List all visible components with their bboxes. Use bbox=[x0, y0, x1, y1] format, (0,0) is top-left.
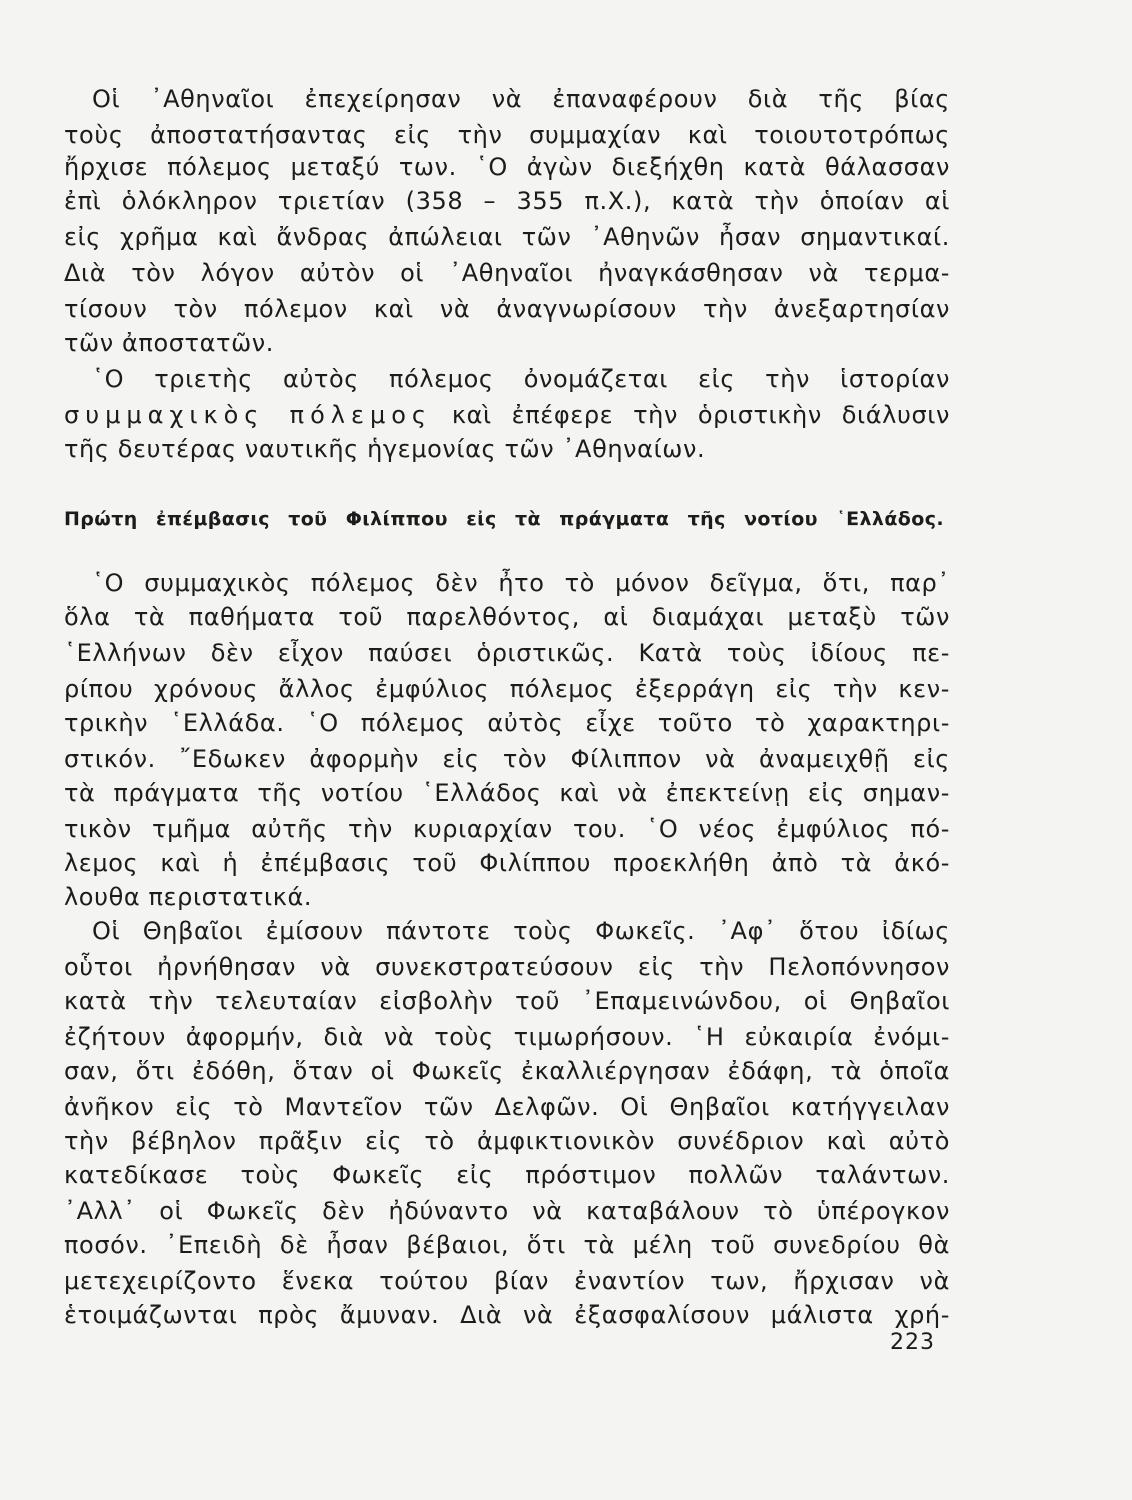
paragraph-1-line-3: ἤρχισε πόλεμος μεταξύ των. ῾Ο ἀγὼν διεξήχθη κατὰ θάλασσαν bbox=[64, 153, 950, 181]
paragraph-4-line-4: ἐζήτουν ἀφορμήν, διὰ νὰ τοὺς τιμωρήσουν. ῾Η εὐκαιρία ἐνόμι- bbox=[64, 1023, 950, 1051]
paragraph-3-line-10: λουθα περιστατικά. bbox=[64, 883, 313, 911]
paragraph-4-line-12: ἑτοιμάζωνται πρὸς ἄμυναν. Διὰ νὰ ἐξασφαλίσουν μάλιστα χρή- bbox=[64, 1301, 950, 1329]
paragraph-3-line-2: ὅλα τὰ παθήματα τοῦ παρελθόντος, αἱ διαμάχαι μεταξὺ τῶν bbox=[64, 603, 950, 631]
paragraph-3-line-3: ῾Ελλήνων δὲν εἶχον παύσει ὁριστικῶς. Κατὰ τοὺς ἰδίους πε- bbox=[64, 639, 950, 667]
paragraph-4-line-9: ᾿Αλλ᾿ οἱ Φωκεῖς δὲν ἠδύναντο νὰ καταβάλουν τὸ ὑπέρογκον bbox=[64, 1197, 950, 1225]
paragraph-4-line-2: οὗτοι ἠρνήθησαν νὰ συνεκστρατεύσουν εἰς τὴν Πελοπόννησον bbox=[64, 953, 950, 981]
paragraph-4-line-8: κατεδίκασε τοὺς Φωκεῖς εἰς πρόστιμον πολλῶν ταλάντων. bbox=[64, 1161, 950, 1189]
section-heading: Πρώτη ἐπέμβασις τοῦ Φιλίππου εἰς τὰ πράγματα τῆς νοτίου ῾Ελλάδος. bbox=[64, 508, 944, 530]
paragraph-1-line-7: τίσουν τὸν πόλεμον καὶ νὰ ἀναγνωρίσουν τὴν ἀνεξαρτησίαν bbox=[64, 295, 950, 323]
paragraph-3-line-4: ρίπου χρόνους ἄλλος ἐμφύλιος πόλεμος ἐξερράγη εἰς τὴν κεν- bbox=[64, 675, 950, 703]
paragraph-1-line-4: ἐπὶ ὁλόκληρον τριετίαν (358 – 355 π.Χ.), κατὰ τὴν ὁποίαν αἱ bbox=[64, 187, 950, 215]
paragraph-4-line-3: κατὰ τὴν τελευταίαν εἰσβολὴν τοῦ ᾿Επαμεινώνδου, οἱ Θηβαῖοι bbox=[64, 987, 950, 1015]
paragraph-4-line-10: ποσόν. ᾿Επειδὴ δὲ ἦσαν βέβαιοι, ὅτι τὰ μέλη τοῦ συνεδρίου θὰ bbox=[64, 1231, 950, 1259]
paragraph-4-line-1: Οἱ Θηβαῖοι ἐμίσουν πάντοτε τοὺς Φωκεῖς. ᾿Αφ᾿ ὅτου ἰδίως bbox=[92, 917, 950, 945]
paragraph-1-line-1: Οἱ ᾿Αθηναῖοι ἐπεχείρησαν νὰ ἐπαναφέρουν διὰ τῆς βίας bbox=[92, 85, 950, 113]
paragraph-3-line-9: λεμος καὶ ἡ ἐπέμβασις τοῦ Φιλίππου προεκλήθη ἀπὸ τὰ ἀκό- bbox=[64, 849, 950, 877]
paragraph-3-line-7: τὰ πράγματα τῆς νοτίου ῾Ελλάδος καὶ νὰ ἐπεκτείνῃ εἰς σημαν- bbox=[64, 779, 950, 807]
paragraph-3-line-8: τικὸν τμῆμα αὐτῆς τὴν κυριαρχίαν του. ῾Ο νέος ἐμφύλιος πό- bbox=[64, 815, 950, 843]
paragraph-2-line-3: τῆς δευτέρας ναυτικῆς ἡγεμονίας τῶν ᾿Αθηναίων. bbox=[64, 435, 706, 463]
paragraph-2-line-2 bbox=[64, 398, 950, 432]
paragraph-2-line-1: ῾Ο τριετὴς αὐτὸς πόλεμος ὀνομάζεται εἰς τὴν ἱστορίαν bbox=[92, 365, 950, 393]
paragraph-1-line-6: Διὰ τὸν λόγον αὐτὸν οἱ ᾿Αθηναῖοι ἠναγκάσθησαν νὰ τερμα- bbox=[64, 259, 950, 287]
paragraph-4-line-7: τὴν βέβηλον πρᾶξιν εἰς τὸ ἀμφικτιονικὸν συνέδριον καὶ αὐτὸ bbox=[64, 1127, 950, 1155]
paragraph-4-line-6: ἀνῆκον εἰς τὸ Μαντεῖον τῶν Δελφῶν. Οἱ Θηβαῖοι κατήγγειλαν bbox=[64, 1093, 950, 1121]
page-number: 223 bbox=[890, 1330, 935, 1355]
paragraph-1-line-8: τῶν ἀποστατῶν. bbox=[64, 329, 274, 357]
emphasized-term: συμμαχικὸς πόλεμος bbox=[64, 401, 432, 429]
paragraph-1-line-5: εἰς χρῆμα καὶ ἄνδρας ἀπώλειαι τῶν ᾿Αθηνῶν ἦσαν σημαντικαί. bbox=[64, 223, 950, 251]
paragraph-4-line-5: σαν, ὅτι ἐδόθη, ὅταν οἱ Φωκεῖς ἐκαλλιέργησαν ἐδάφη, τὰ ὁποῖα bbox=[64, 1057, 950, 1085]
paragraph-2-line-2-rest: καὶ ἐπέφερε τὴν ὁριστικὴν διάλυσιν bbox=[431, 401, 950, 429]
paragraph-4-line-11: μετεχειρίζοντο ἕνεκα τούτου βίαν ἐναντίον των, ἤρχισαν νὰ bbox=[64, 1267, 950, 1295]
paragraph-3-line-5: τρικὴν ῾Ελλάδα. ῾Ο πόλεμος αὐτὸς εἶχε τοῦτο τὸ χαρακτηρι- bbox=[64, 709, 950, 737]
paragraph-3-line-1: ῾Ο συμμαχικὸς πόλεμος δὲν ἦτο τὸ μόνον δεῖγμα, ὅτι, παρ᾿ bbox=[92, 569, 950, 597]
paragraph-3-line-6: στικόν. ῎Εδωκεν ἀφορμὴν εἰς τὸν Φίλιππον νὰ ἀναμειχθῇ εἰς bbox=[64, 745, 950, 773]
paragraph-1-line-2: τοὺς ἀποστατήσαντας εἰς τὴν συμμαχίαν καὶ τοιουτοτρόπως bbox=[64, 121, 950, 149]
